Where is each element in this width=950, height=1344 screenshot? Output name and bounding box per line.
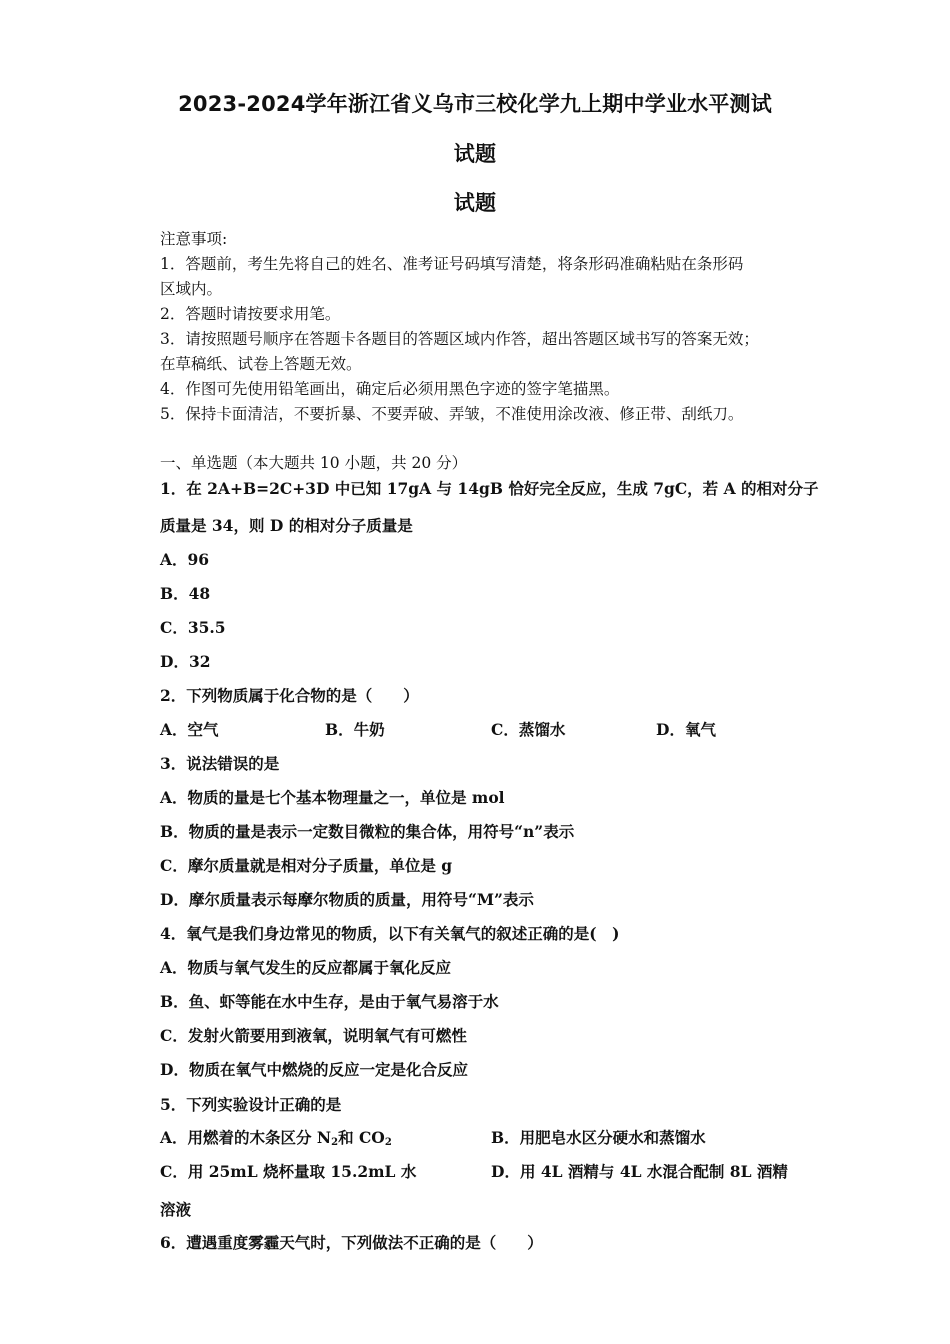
question-2-option-c: C．蒸馏水 (491, 720, 566, 739)
document-title: 2023-2024学年浙江省义乌市三校化学九上期中学业水平测试 (178, 92, 772, 116)
question-5-option-c: C．用 25mL 烧杯量取 15.2mL 水 (160, 1162, 417, 1181)
notes-item: 5．保持卡面清洁，不要折暴、不要弄破、弄皱，不准使用涂改液、修正带、刮纸刀。 (160, 405, 744, 423)
question-3-option-a: A．物质的量是七个基本物理量之一，单位是 mol (160, 788, 505, 807)
notes-item: 3．请按照题号顺序在答题卡各题目的答题区域内作答，超出答题区域书写的答案无效； (160, 330, 759, 348)
question-2-stem: 2．下列物质属于化合物的是（ ） (160, 686, 419, 705)
question-1-option-d: D．32 (160, 652, 211, 671)
subscript: 2 (331, 1137, 339, 1148)
section-heading: 一、单选题（本大题共 10 小题，共 20 分） (160, 454, 468, 472)
option-a-text-mid: 和 CO (338, 1128, 385, 1147)
question-4-option-b: B．鱼、虾等能在水中生存，是由于氧气易溶于水 (160, 992, 499, 1011)
notes-heading: 注意事项: (160, 230, 228, 248)
question-1-option-b: B．48 (160, 584, 211, 603)
notes-item: 在草稿纸、试卷上答题无效。 (160, 355, 362, 373)
question-1-option-c: C．35.5 (160, 618, 226, 637)
question-4-stem: 4．氧气是我们身边常见的物质，以下有关氧气的叙述正确的是( ) (160, 924, 620, 943)
question-6-stem: 6．遭遇重度雾霾天气时，下列做法不正确的是（ ） (160, 1233, 543, 1252)
notes-item: 2．答题时请按要求用笔。 (160, 305, 341, 323)
question-1-stem: 1．在 2A+B=2C+3D 中已知 17gA 与 14gB 恰好完全反应，生成 7gC，若 A 的相对分子 (160, 479, 819, 498)
question-4-option-d: D．物质在氧气中燃烧的反应一定是化合反应 (160, 1060, 468, 1079)
question-5-option-a (160, 1126, 392, 1148)
question-5-option-d: D．用 4L 酒精与 4L 水混合配制 8L 酒精 (491, 1162, 788, 1181)
notes-item: 1．答题前，考生先将自己的姓名、准考证号码填写清楚，将条形码准确粘贴在条形码 (160, 255, 744, 273)
question-3-option-d: D．摩尔质量表示每摩尔物质的质量，用符号“M”表示 (160, 890, 534, 909)
option-a-text: A．用燃着的木条区分 N (160, 1128, 332, 1147)
subscript: 2 (384, 1137, 392, 1148)
question-5-option-b: B．用肥皂水区分硬水和蒸馏水 (491, 1128, 706, 1147)
question-2-option-d: D．氧气 (656, 720, 716, 739)
question-2-option-a: A．空气 (160, 720, 219, 739)
question-5-stem: 5．下列实验设计正确的是 (160, 1095, 342, 1114)
document-subtitle: 试题 (453, 191, 497, 215)
notes-item: 区域内。 (160, 280, 223, 298)
question-1-option-a: A．96 (160, 550, 210, 569)
question-1-stem-cont: 质量是 34，则 D 的相对分子质量是 (160, 516, 413, 535)
question-3-option-b: B．物质的量是表示一定数目微粒的集合体，用符号“n”表示 (160, 822, 575, 841)
document-title-cont: 试题 (453, 142, 497, 166)
question-3-option-c: C．摩尔质量就是相对分子质量，单位是 g (160, 856, 453, 875)
question-5-option-d-cont: 溶液 (160, 1200, 192, 1219)
question-3-stem: 3．说法错误的是 (160, 754, 280, 773)
notes-item: 4．作图可先使用铅笔画出，确定后必须用黑色字迹的签字笔描黑。 (160, 380, 620, 398)
question-4-option-c: C．发射火箭要用到液氧，说明氧气有可燃性 (160, 1026, 467, 1045)
question-2-option-b: B．牛奶 (325, 720, 385, 739)
question-4-option-a: A．物质与氧气发生的反应都属于氧化反应 (160, 958, 452, 977)
